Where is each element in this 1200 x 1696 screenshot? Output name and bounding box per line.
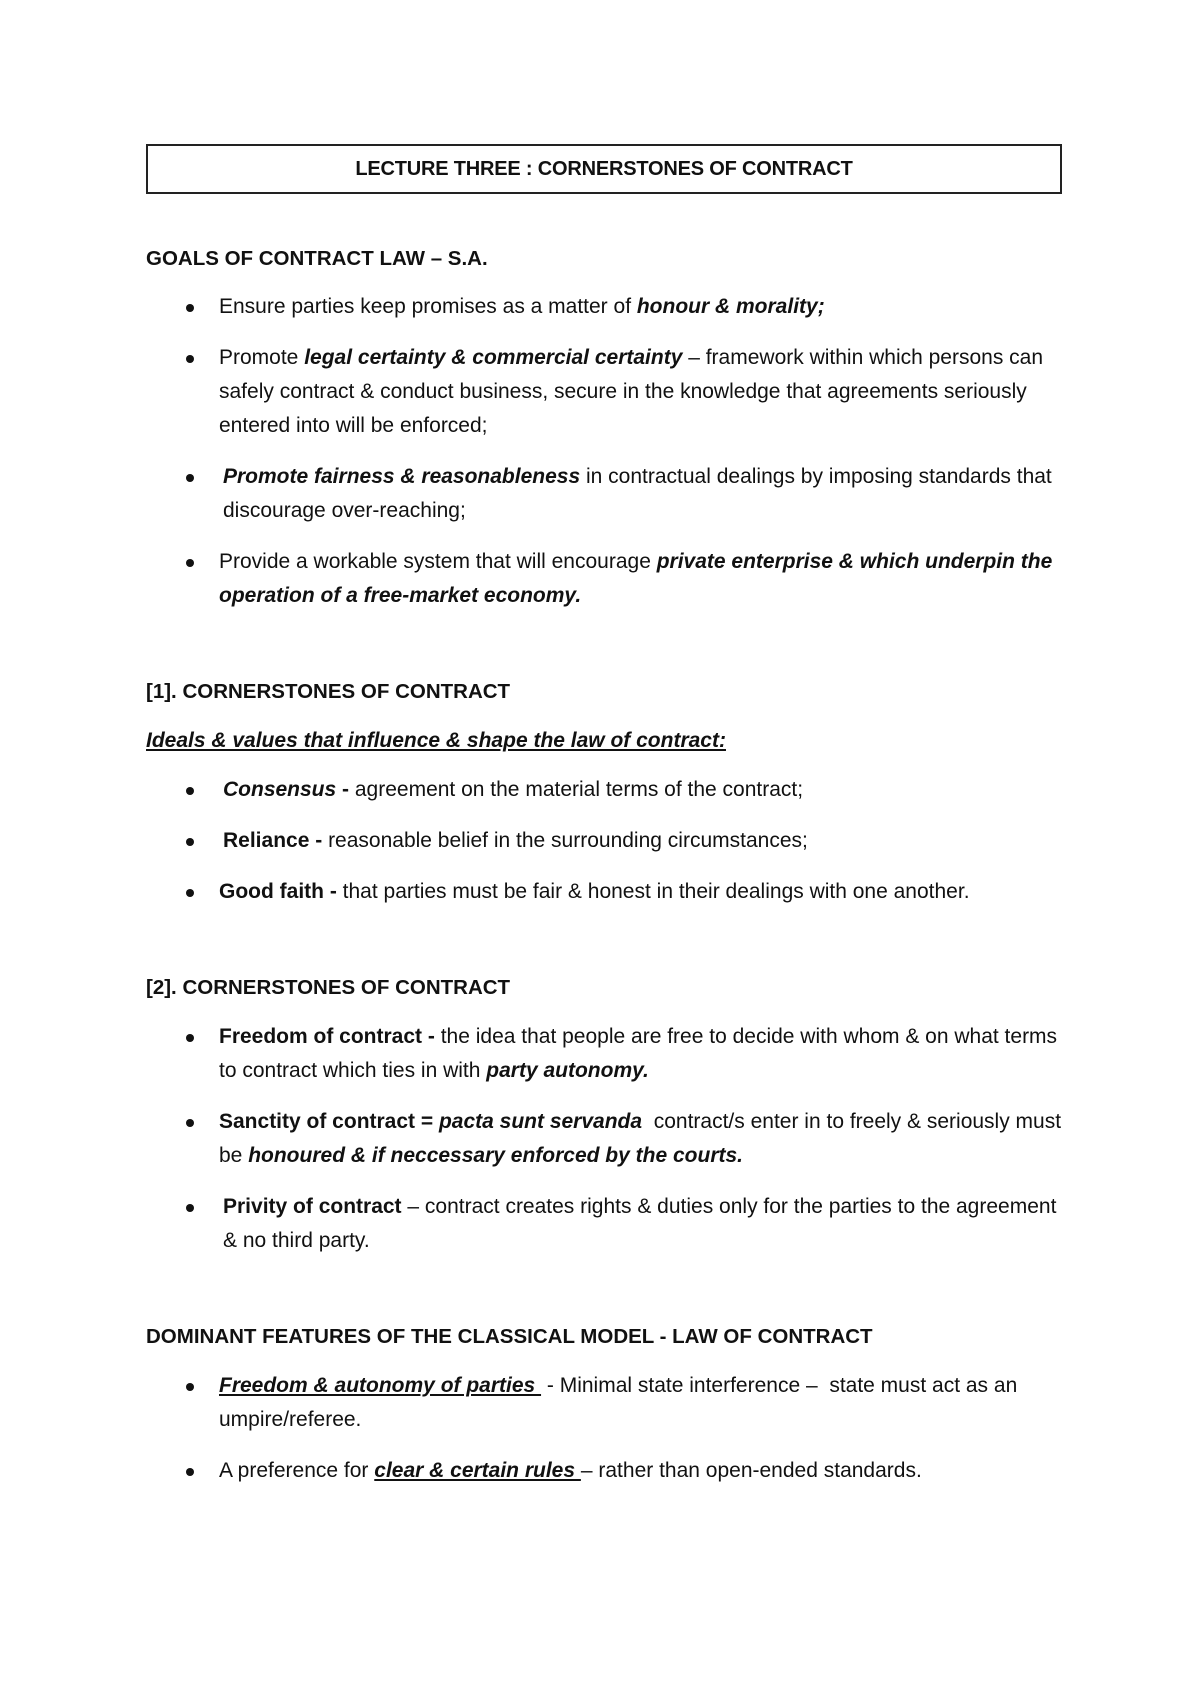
lecture-title: LECTURE THREE : CORNERSTONES OF CONTRACT: [146, 144, 1062, 194]
list-item: Good faith - that parties must be fair & honest in their dealings with one another.: [146, 875, 1062, 909]
list-item: A preference for clear & certain rules – rather than open-ended standards.: [146, 1454, 1062, 1488]
list-item: Reliance - reasonable belief in the surrounding circumstances;: [146, 824, 1062, 858]
list-item: Consensus - agreement on the material terms of the contract;: [146, 773, 1062, 807]
bullet-icon: [186, 787, 194, 795]
bullet-icon: [186, 474, 194, 482]
list-item: Promote fairness & reasonableness in contractual dealings by imposing standards that discourage over-reaching;: [146, 460, 1062, 528]
list-item: Freedom of contract - the idea that people are free to decide with whom & on what terms to contract which ties in with party autonomy.: [146, 1020, 1062, 1088]
classical-list: [146, 1369, 1062, 1488]
bullet-icon: [186, 1383, 194, 1391]
list-item: Ensure parties keep promises as a matter of honour & morality;: [146, 290, 1062, 324]
bullet-icon: [186, 1119, 194, 1127]
goals-heading: GOALS OF CONTRACT LAW – S.A.: [146, 247, 488, 270]
document-page: [146, 144, 1067, 1488]
list-item: Sanctity of contract = pacta sunt servanda contract/s enter in to freely & seriously must be honoured & if neccessary enforced by the courts.: [146, 1105, 1062, 1173]
bullet-icon: [186, 1468, 194, 1476]
bullet-icon: [186, 559, 194, 567]
bullet-icon: [186, 838, 194, 846]
goals-list: [146, 290, 1062, 613]
list-item: Freedom & autonomy of parties - Minimal state interference – state must act as an umpire/referee.: [146, 1369, 1062, 1437]
section1-heading: [1]. CORNERSTONES OF CONTRACT: [146, 680, 511, 703]
bullet-icon: [186, 1034, 194, 1042]
list-item: Privity of contract – contract creates rights & duties only for the parties to the agreement & no third party.: [146, 1190, 1062, 1258]
list-item: Provide a workable system that will encourage private enterprise & which underpin the operation of a free-market economy.: [146, 545, 1062, 613]
bullet-icon: [186, 304, 194, 312]
section1-list: [146, 773, 1062, 909]
classical-heading: DOMINANT FEATURES OF THE CLASSICAL MODEL - LAW OF CONTRACT: [146, 1325, 873, 1348]
bullet-icon: [186, 889, 194, 897]
list-item: Promote legal certainty & commercial certainty – framework within which persons can safely contract & conduct business, secure in the knowledge that agreements seriously entered into will be enforced;: [146, 341, 1062, 443]
section2-heading: [2]. CORNERSTONES OF CONTRACT: [146, 976, 511, 999]
bullet-icon: [186, 1204, 194, 1212]
section1-subheading: Ideals & values that influence & shape the law of contract:: [146, 729, 726, 752]
section2-list: [146, 1020, 1067, 1258]
bullet-icon: [186, 355, 194, 363]
